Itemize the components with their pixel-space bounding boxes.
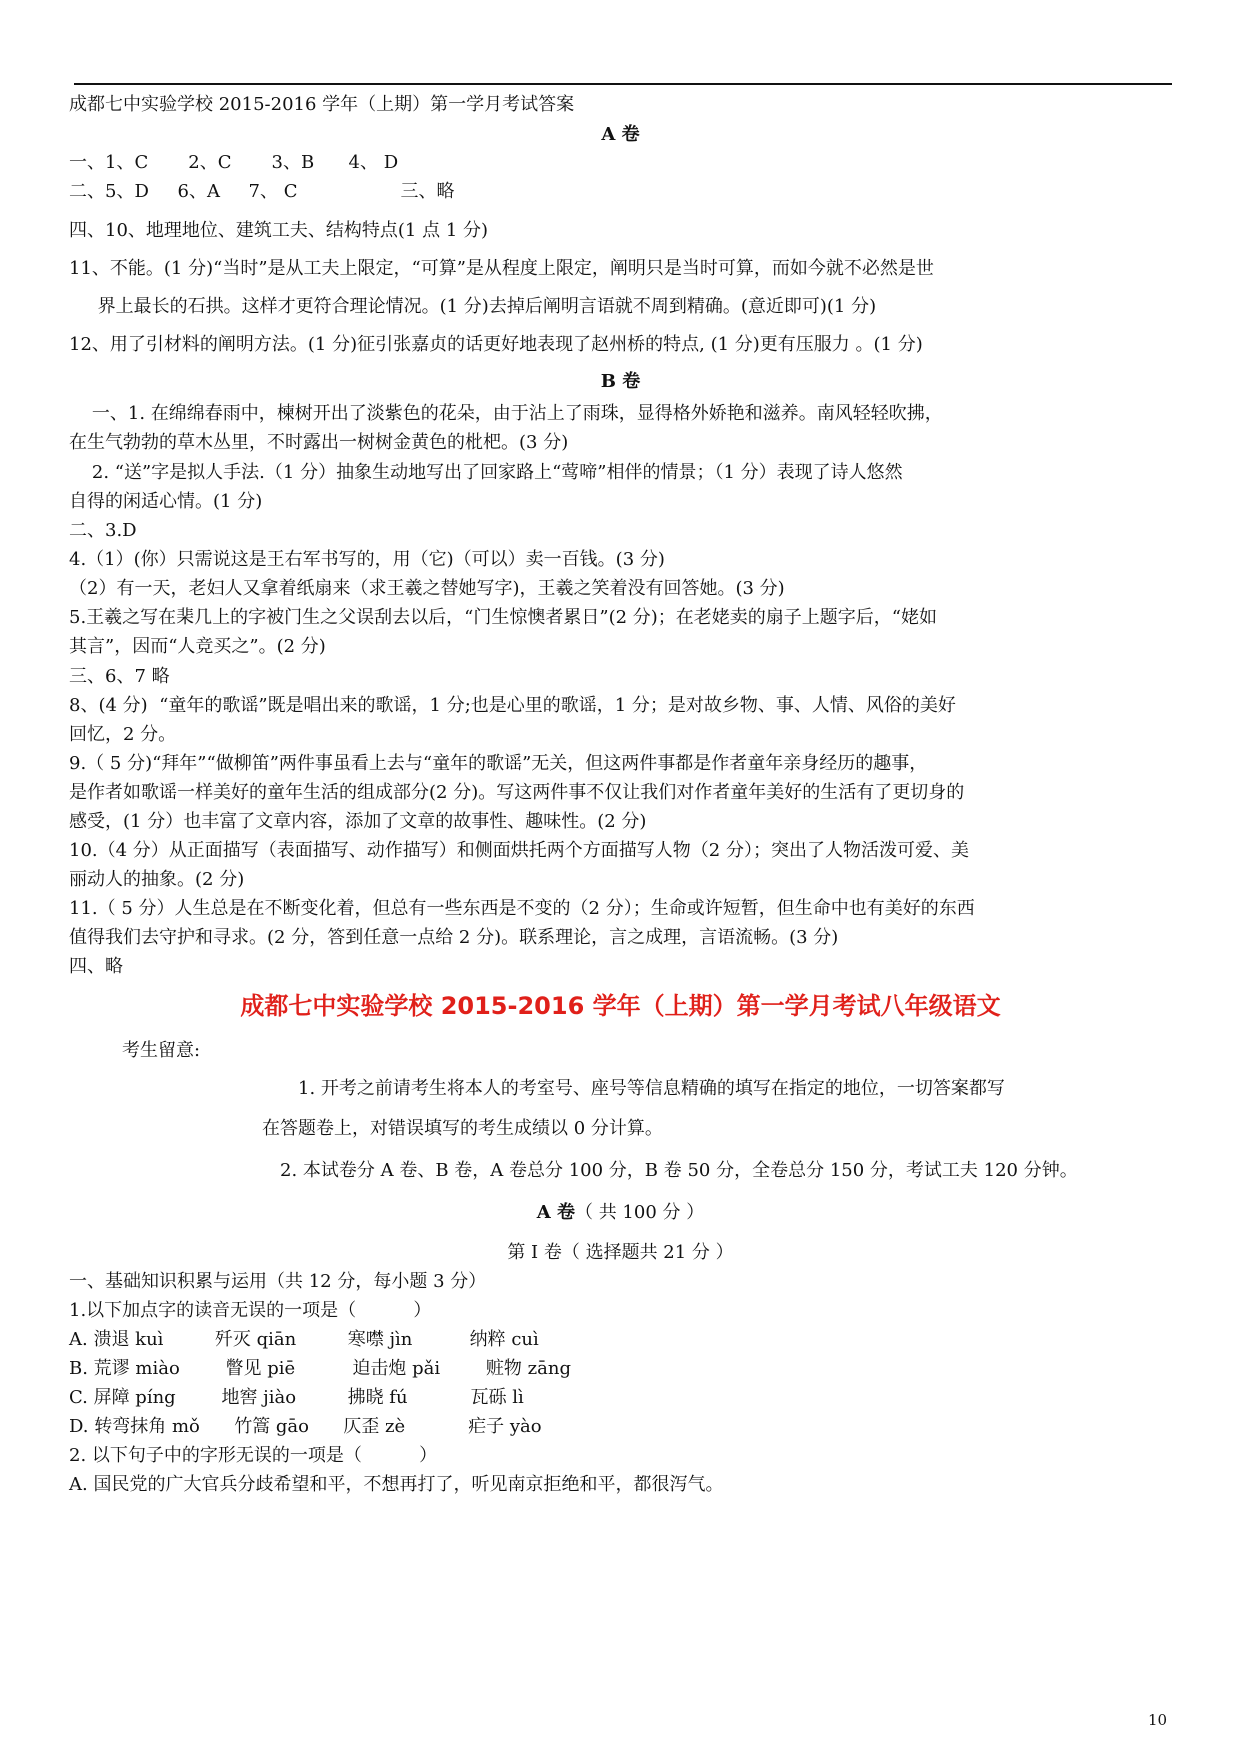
exam-line: 一、基础知识积累与运用（共 12 分，每小题 3 分）	[69, 1271, 487, 1292]
answer-b-line: 丽动人的抽象。(2 分)	[69, 869, 245, 890]
answer-header-title: 成都七中实验学校 2015-2016 学年（上期）第一学月考试答案	[69, 94, 575, 115]
answer-b-line: 5.王羲之写在棐几上的字被门生之父误刮去以后，“门生惊懊者累日”(2 分)；在老姥卖的扇子上题字后，“姥如	[69, 607, 937, 628]
answer-b-line: 自得的闲适心情。(1 分)	[69, 491, 263, 512]
exam-line: A. 国民党的广大官兵分歧希望和平，不想再打了，听见南京拒绝和平，都很泻气。	[69, 1474, 724, 1495]
answer-b-line: 11.（ 5 分）人生总是在不断变化着，但总有一些东西是不变的（2 分）；生命或许短暂，但生命中也有美好的东西	[69, 898, 975, 919]
exam-line: B. 荒谬 miào 瞥见 piē 迫击炮 pǎi 赃物 zāng	[69, 1358, 571, 1379]
answer-b-line: 四、略	[69, 956, 123, 977]
answer-b-line: 在生气勃勃的草木丛里，不时露出一树树金黄色的枇杷。(3 分)	[69, 432, 569, 453]
answer-b-line: 三、6、7 略	[69, 666, 170, 687]
page-number: 10	[1148, 1711, 1168, 1729]
paper-a-score: （ 共 100 分 ）	[574, 1202, 705, 1223]
answer-b-line: 10.（4 分）从正面描写（表面描写、动作描写）和侧面烘托两个方面描写人物（2 分）；突出了人物活泼可爱、美	[69, 840, 969, 861]
answer-a-line: 11、不能。(1 分)“当时”是从工夫上限定，“可算”是从程度上限定，阐明只是当时可算，而如今就不必然是世	[69, 258, 934, 279]
exam-line: C. 屏障 píng 地窖 jiào 拂晓 fú 瓦砾 lì	[69, 1387, 524, 1408]
answer-b-line: 二、3.D	[69, 520, 137, 541]
notice-label: 考生留意:	[122, 1040, 201, 1061]
answer-b-line: 其言”，因而“人竞买之”。(2 分)	[69, 636, 326, 657]
answer-b-line: 感受，(1 分）也丰富了文章内容，添加了文章的故事性、趣味性。(2 分)	[69, 811, 647, 832]
answer-b-line: 9.（ 5 分)“拜年”“做柳笛”两件事虽看上去与“童年的歌谣”无关，但这两件事都是作者童年亲身经历的趣事，	[69, 753, 928, 774]
header-rule	[74, 83, 1172, 85]
answer-a-line: 二、5、D 6、A 7、 C 三、略	[69, 181, 455, 202]
answer-a-line: 12、用了引材料的阐明方法。(1 分)征引张嘉贞的话更好地表现了赵州桥的特点, (1 分)更有压服力 。(1 分)	[69, 334, 923, 355]
answer-a-heading: A 卷	[601, 124, 640, 145]
paper-a-label: A 卷	[536, 1202, 575, 1223]
notice-item-1-continued: 在答题卷上，对错误填写的考生成绩以 0 分计算。	[262, 1118, 663, 1139]
exam-line: 2. 以下句子中的字形无误的一项是（ ）	[69, 1445, 438, 1466]
answer-a-line: 一、1、C 2、C 3、B 4、 D	[69, 152, 399, 173]
exam-title: 成都七中实验学校 2015-2016 学年（上期）第一学月考试八年级语文	[240, 992, 1001, 1020]
exam-line: 1.以下加点字的读音无误的一项是（ ）	[69, 1300, 432, 1321]
answer-b-line: 8、(4 分) “童年的歌谣”既是唱出来的歌谣，1 分;也是心里的歌谣，1 分；是对故乡物、事、人情、风俗的美好	[69, 695, 956, 716]
answer-b-heading: B 卷	[600, 371, 641, 392]
notice-item-1: 1. 开考之前请考生将本人的考室号、座号等信息精确的填写在指定的地位，一切答案都写	[298, 1078, 1005, 1099]
answer-b-line: 2. “送”字是拟人手法.（1 分）抽象生动地写出了回家路上“莺啼”相伴的情景；（1 分）表现了诗人悠然	[69, 462, 903, 483]
answer-b-line: （2）有一天，老妇人又拿着纸扇来（求王羲之替她写字)，王羲之笑着没有回答她。(3 分)	[69, 578, 785, 599]
answer-a-line: 界上最长的石拱。这样才更符合理论情况。(1 分)去掉后阐明言语就不周到精确。(意近即可)(1 分)	[69, 296, 877, 317]
answer-b-line: 一、1. 在绵绵春雨中，楝树开出了淡紫色的花朵，由于沾上了雨珠，显得格外娇艳和滋养。南风轻轻吹拂，	[69, 403, 943, 424]
exam-line: D. 转弯抹角 mǒ 竹篙 gāo 仄歪 zè 疟子 yào	[69, 1416, 542, 1437]
answer-b-line: 是作者如歌谣一样美好的童年生活的组成部分(2 分)。写这两件事不仅让我们对作者童年美好的生活有了更切身的	[69, 782, 965, 803]
answer-b-line: 回忆，2 分。	[69, 724, 177, 745]
notice-item-2: 2. 本试卷分 A 卷、B 卷，A 卷总分 100 分，B 卷 50 分，全卷总分 150 分，考试工夫 120 分钟。	[280, 1160, 1078, 1181]
answer-b-line: 值得我们去守护和寻求。(2 分，答到任意一点给 2 分)。联系理论，言之成理，言语流畅。(3 分)	[69, 927, 839, 948]
paper-a-heading	[0, 1204, 1241, 1222]
section-i-heading: 第 I 卷（ 选择题共 21 分 ）	[507, 1242, 734, 1263]
answer-a-line: 四、10、地理地位、建筑工夫、结构特点(1 点 1 分)	[69, 220, 489, 241]
answer-b-line: 4.（1）(你）只需说这是王右军书写的，用（它)（可以）卖一百钱。(3 分)	[69, 549, 665, 570]
exam-line: A. 溃退 kuì 歼灭 qiān 寒噤 jìn 纳粹 cuì	[69, 1329, 539, 1350]
